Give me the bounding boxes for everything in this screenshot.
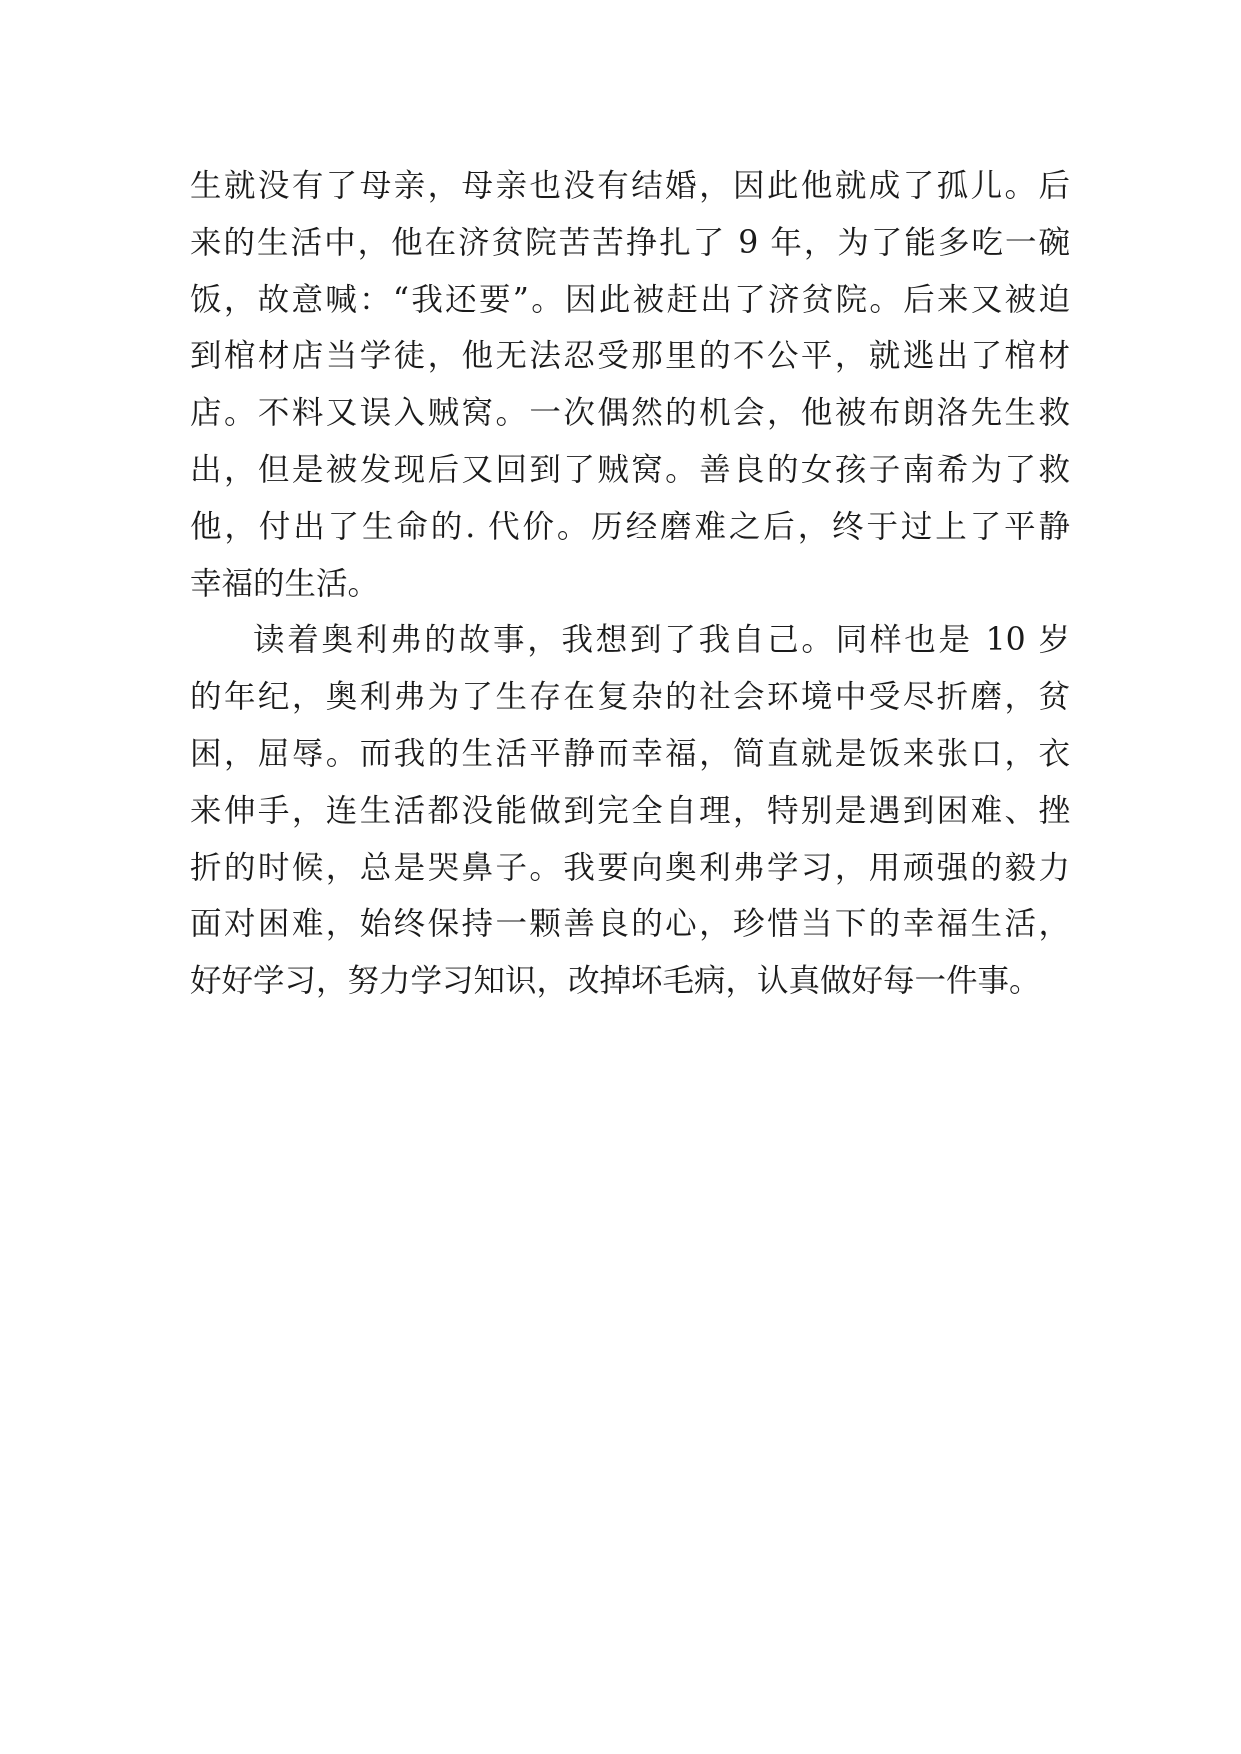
text-line: 好好学习，努力学习知识，改掉坏毛病，认真做好每一件事。 [190,963,1041,1000]
text-line: 店。不料又误入贼窝。一次偶然的机会，他被布朗洛先生救 [190,395,1070,432]
text-line: 面对困难，始终保持一颗善良的心，珍惜当下的幸福生活， [190,906,1070,943]
text-line: 幸福的生活。 [190,565,380,602]
text-line: 来伸手，连生活都没能做到完全自理，特别是遇到困难、挫 [190,792,1070,829]
text-line: 生就没有了母亲，母亲也没有结婚，因此他就成了孤儿。后 [190,168,1070,204]
text-line: 困，屈辱。而我的生活平静而幸福，简直就是饭来张口，衣 [190,735,1070,772]
text-line: 折的时候，总是哭鼻子。我要向奥利弗学习，用顽强的毅力 [190,849,1070,886]
text-line: 到棺材店当学徒，他无法忍受那里的不公平，就逃出了棺材 [190,338,1070,375]
text-line: 出，但是被发现后又回到了贼窝。善良的女孩子南希为了救 [190,451,1070,488]
text-line: 饭，故意喊：“我还要”。因此被赶出了济贫院。后来又被迫 [190,281,1070,318]
paragraph [190,612,1070,1010]
text-line: 他，付出了生命的. 代价。历经磨难之后，终于过上了平静 [190,508,1070,545]
text-line: 来的生活中，他在济贫院苦苦挣扎了 9 年，为了能多吃一碗 [190,224,1070,261]
body-text [190,158,1070,1010]
paragraph [190,158,1070,612]
text-line: 读着奥利弗的故事，我想到了我自己。同样也是 10 岁 [253,622,1070,659]
text-line: 的年纪，奥利弗为了生存在复杂的社会环境中受尽折磨，贫 [190,679,1070,716]
